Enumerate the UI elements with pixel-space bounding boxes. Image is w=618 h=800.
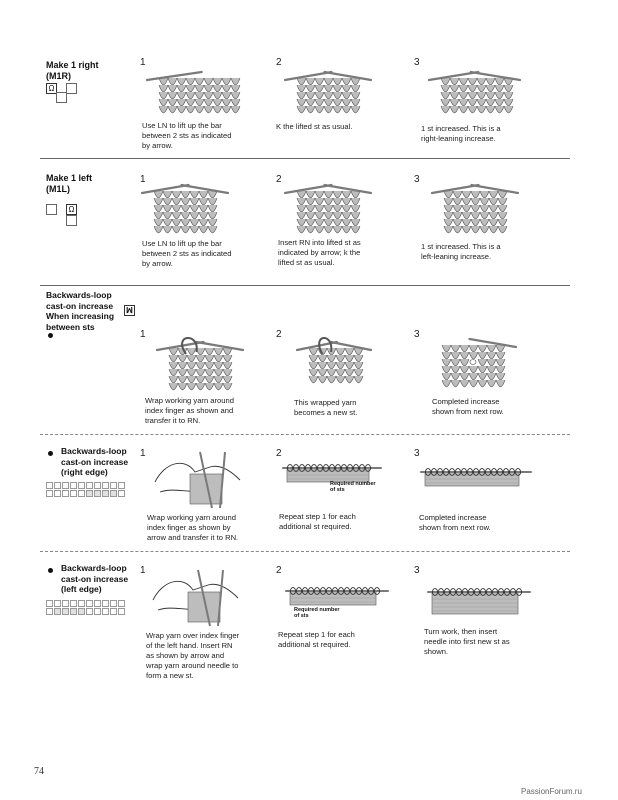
- chart-cell: [94, 490, 101, 497]
- chart-cell: [54, 490, 61, 497]
- bl-left-step3-illustration: [432, 586, 524, 616]
- bl-left-step2-illustration: [290, 585, 382, 607]
- m1l-chart-symbol: Ω: [66, 204, 77, 215]
- m1r-step1-illustration: [155, 70, 240, 118]
- bl-left-step1-caption: Wrap yarn over index finger of the left hand. Insert RN as shown by arrow and wrap yarn around needle to form a new st.: [146, 631, 240, 680]
- chart-cell: [102, 600, 109, 607]
- bl-left-required-label: Required number of sts: [294, 607, 340, 619]
- chart-cell: [70, 490, 77, 497]
- bl-between-step-number: 3: [414, 329, 420, 340]
- bl-left-step3-caption: Turn work, then insert needle into first new st as shown.: [424, 627, 510, 656]
- page-number: 74: [34, 766, 44, 777]
- section-divider-dashed: [40, 551, 570, 552]
- chart-cell: [102, 482, 109, 489]
- chart-cell: [118, 490, 125, 497]
- m1r-chart-symbol: Ω: [46, 83, 57, 94]
- bl-right-step2-caption: Repeat step 1 for each additional st required.: [279, 512, 356, 531]
- bl-between-step1-caption: Wrap working yarn around index finger as shown and transfer it to RN.: [145, 396, 234, 425]
- chart-cell: [110, 608, 117, 615]
- bl-between-step2-illustration: [305, 340, 363, 388]
- chart-cell: [102, 490, 109, 497]
- chart-cell: [54, 482, 61, 489]
- bl-between-chart-symbol: ꟽ: [124, 305, 135, 316]
- m1r-step3-caption: 1 st increased. This is a right-leaning increase.: [421, 124, 501, 143]
- chart-cell: [54, 608, 61, 615]
- m1l-step-number: 2: [276, 174, 282, 185]
- bl-between-step3-caption: Completed increase shown from next row.: [432, 397, 504, 416]
- bl-right-step1-caption: Wrap working yarn around index finger as shown by arrow and transfer it to RN.: [147, 513, 239, 542]
- chart-cell: [110, 482, 117, 489]
- bullet-icon: [48, 568, 53, 573]
- m1l-chart-cell: [66, 215, 77, 226]
- bl-right-step-number: 2: [276, 448, 282, 459]
- bl-right-required-label: Required number of sts: [330, 481, 376, 493]
- m1l-step1-illustration: [150, 183, 220, 233]
- chart-cell: [118, 482, 125, 489]
- bl-between-step2-caption: This wrapped yarn becomes a new st.: [294, 398, 358, 417]
- m1l-step-number: 1: [140, 174, 146, 185]
- m1r-subtitle: (M1R): [46, 71, 71, 81]
- chart-cell: [86, 600, 93, 607]
- bl-between-step1-illustration: [165, 340, 235, 392]
- bl-left-step2-caption: Repeat step 1 for each additional st required.: [278, 630, 355, 649]
- bullet-icon: [48, 333, 53, 338]
- chart-cell: [46, 482, 53, 489]
- bl-left-title: Backwards-loop cast-on increase (left edge): [61, 563, 129, 594]
- chart-cell: [110, 490, 117, 497]
- chart-cell: [94, 600, 101, 607]
- chart-cell: [70, 608, 77, 615]
- chart-cell: [70, 482, 77, 489]
- chart-cell: [46, 600, 53, 607]
- m1r-step1-caption: Use LN to lift up the bar between 2 sts as indicated by arrow.: [142, 121, 232, 150]
- chart-cell: [78, 608, 85, 615]
- chart-cell: [62, 600, 69, 607]
- m1r-chart-cell: [66, 83, 77, 94]
- bl-between-step-number: 1: [140, 329, 146, 340]
- chart-cell: [102, 608, 109, 615]
- bl-between-title: Backwards-loop cast-on increase When increasing between sts: [46, 290, 115, 332]
- bl-between-step-number: 2: [276, 329, 282, 340]
- bl-left-step-number: 3: [414, 565, 420, 576]
- m1r-step2-illustration: [293, 70, 363, 118]
- m1r-step3-illustration: [437, 70, 512, 118]
- m1l-step1-caption: Use LN to lift up the bar between 2 sts as indicated by arrow.: [142, 239, 232, 268]
- chart-cell: [86, 608, 93, 615]
- chart-cell: [118, 600, 125, 607]
- m1r-step2-caption: K the lifted st as usual.: [276, 122, 353, 131]
- bl-right-chart: [46, 482, 126, 502]
- bl-left-step1-hands-illustration: [148, 570, 243, 626]
- chart-cell: [86, 482, 93, 489]
- chart-cell: [54, 600, 61, 607]
- section-divider-dashed: [40, 434, 570, 435]
- section-divider: [40, 285, 570, 286]
- bl-right-step1-hands-illustration: [150, 452, 245, 510]
- bl-left-step-number: 1: [140, 565, 146, 576]
- m1l-step2-illustration: [293, 183, 363, 233]
- bl-left-chart: [46, 600, 131, 620]
- chart-cell: [62, 608, 69, 615]
- bl-left-step-number: 2: [276, 565, 282, 576]
- bullet-icon: [48, 451, 53, 456]
- bl-right-step-number: 1: [140, 448, 146, 459]
- chart-cell: [110, 600, 117, 607]
- chart-cell: [94, 482, 101, 489]
- m1l-chart-cell: [46, 204, 57, 215]
- bl-between-step3-illustration: [438, 337, 508, 389]
- bl-right-step3-caption: Completed increase shown from next row.: [419, 513, 491, 532]
- chart-cell: [94, 608, 101, 615]
- m1l-step2-caption: Insert RN into lifted st as indicated by arrow; k the lifted st as usual.: [278, 238, 361, 267]
- m1r-step-number: 1: [140, 57, 146, 68]
- m1l-step-number: 3: [414, 174, 420, 185]
- m1l-title: Make 1 left: [46, 173, 93, 183]
- m1r-step-number: 3: [414, 57, 420, 68]
- chart-cell: [62, 490, 69, 497]
- m1r-title: Make 1 right: [46, 60, 99, 70]
- chart-cell: [70, 600, 77, 607]
- chart-cell: [62, 482, 69, 489]
- chart-cell: [46, 490, 53, 497]
- chart-cell: [118, 608, 125, 615]
- m1l-subtitle: (M1L): [46, 184, 70, 194]
- bl-right-step-number: 3: [414, 448, 420, 459]
- watermark: PassionForum.ru: [521, 787, 582, 796]
- bl-right-title: Backwards-loop cast-on increase (right edge): [61, 446, 129, 477]
- chart-cell: [78, 482, 85, 489]
- chart-cell: [78, 490, 85, 497]
- m1l-step3-caption: 1 st increased. This is a left-leaning increase.: [421, 242, 501, 261]
- chart-cell: [78, 600, 85, 607]
- chart-cell: [86, 490, 93, 497]
- chart-cell: [46, 608, 53, 615]
- bl-right-step3-illustration: [425, 466, 525, 488]
- m1l-step3-illustration: [440, 183, 510, 233]
- m1r-step-number: 2: [276, 57, 282, 68]
- section-divider: [40, 158, 570, 159]
